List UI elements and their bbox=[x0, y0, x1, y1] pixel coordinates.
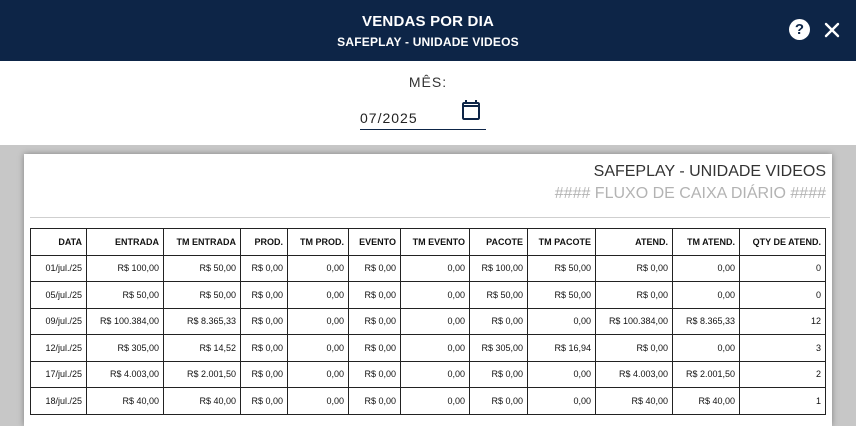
table-cell: R$ 0,00 bbox=[349, 388, 401, 415]
report-title: #### FLUXO DE CAIXA DIÁRIO #### bbox=[554, 185, 826, 202]
table-cell: 12 bbox=[740, 308, 826, 335]
table-cell: R$ 50,00 bbox=[528, 255, 596, 282]
table-cell: R$ 4.003,00 bbox=[87, 361, 164, 388]
table-cell: R$ 16,94 bbox=[528, 335, 596, 362]
table-cell: 0,00 bbox=[288, 361, 349, 388]
table-row bbox=[31, 308, 826, 335]
table-cell: 0,00 bbox=[288, 308, 349, 335]
table-cell: 0 bbox=[740, 255, 826, 282]
table-cell: 0,00 bbox=[528, 361, 596, 388]
table-cell: 0,00 bbox=[288, 282, 349, 309]
table-cell: R$ 40,00 bbox=[596, 388, 673, 415]
table-cell: 0,00 bbox=[673, 282, 740, 309]
table-header-row bbox=[31, 229, 826, 256]
table-row bbox=[31, 335, 826, 362]
table-cell: 0,00 bbox=[673, 255, 740, 282]
table-cell: R$ 40,00 bbox=[673, 388, 740, 415]
table-cell: R$ 0,00 bbox=[241, 388, 288, 415]
table-row bbox=[31, 388, 826, 415]
close-icon[interactable] bbox=[822, 20, 842, 40]
dialog-title: VENDAS POR DIA bbox=[362, 13, 494, 30]
table-cell: R$ 50,00 bbox=[528, 282, 596, 309]
table-cell: R$ 305,00 bbox=[470, 335, 528, 362]
column-header: TM PROD. bbox=[288, 229, 349, 256]
table-cell: R$ 0,00 bbox=[241, 308, 288, 335]
table-cell: 0 bbox=[740, 282, 826, 309]
table-cell: 0,00 bbox=[401, 361, 470, 388]
table-cell: R$ 0,00 bbox=[349, 308, 401, 335]
table-cell: R$ 0,00 bbox=[596, 255, 673, 282]
table-cell: 17/jul./25 bbox=[31, 361, 87, 388]
table-cell: 1 bbox=[740, 388, 826, 415]
table-cell: R$ 305,00 bbox=[87, 335, 164, 362]
table-cell: R$ 100.384,00 bbox=[596, 308, 673, 335]
table-cell: R$ 2.001,50 bbox=[673, 361, 740, 388]
column-header: PROD. bbox=[241, 229, 288, 256]
report-page bbox=[24, 154, 832, 426]
month-label: MÊS: bbox=[408, 74, 448, 90]
month-value[interactable]: 07/2025 bbox=[360, 110, 418, 126]
table-cell: R$ 0,00 bbox=[241, 361, 288, 388]
table-cell: R$ 0,00 bbox=[241, 255, 288, 282]
table-cell: R$ 0,00 bbox=[241, 282, 288, 309]
table-cell: 0,00 bbox=[673, 335, 740, 362]
table-cell: R$ 0,00 bbox=[596, 282, 673, 309]
table-cell: R$ 0,00 bbox=[596, 335, 673, 362]
dialog-header bbox=[0, 0, 856, 61]
table-cell: 0,00 bbox=[288, 255, 349, 282]
table-cell: R$ 0,00 bbox=[241, 335, 288, 362]
report-viewer[interactable] bbox=[0, 145, 856, 426]
table-cell: R$ 0,00 bbox=[349, 361, 401, 388]
table-cell: R$ 0,00 bbox=[470, 361, 528, 388]
table-cell: 01/jul./25 bbox=[31, 255, 87, 282]
table-cell: R$ 0,00 bbox=[470, 388, 528, 415]
table-cell: 09/jul./25 bbox=[31, 308, 87, 335]
table-cell: R$ 0,00 bbox=[349, 255, 401, 282]
table-cell: 0,00 bbox=[288, 335, 349, 362]
column-header: TM ATEND. bbox=[673, 229, 740, 256]
table-row bbox=[31, 255, 826, 282]
column-header: PACOTE bbox=[470, 229, 528, 256]
table-cell: 0,00 bbox=[528, 308, 596, 335]
table-cell: 18/jul./25 bbox=[31, 388, 87, 415]
report-divider bbox=[30, 217, 830, 218]
table-cell: R$ 50,00 bbox=[87, 282, 164, 309]
table-cell: 3 bbox=[740, 335, 826, 362]
table-cell: R$ 100,00 bbox=[470, 255, 528, 282]
table-row bbox=[31, 282, 826, 309]
table-cell: R$ 8.365,33 bbox=[164, 308, 241, 335]
column-header: DATA bbox=[31, 229, 87, 256]
table-cell: 0,00 bbox=[401, 335, 470, 362]
table-cell: R$ 0,00 bbox=[349, 282, 401, 309]
table-cell: 12/jul./25 bbox=[31, 335, 87, 362]
table-cell: 0,00 bbox=[401, 388, 470, 415]
calendar-icon[interactable] bbox=[459, 98, 483, 122]
table-cell: R$ 2.001,50 bbox=[164, 361, 241, 388]
table-cell: R$ 14,52 bbox=[164, 335, 241, 362]
table-cell: R$ 50,00 bbox=[164, 255, 241, 282]
report-table bbox=[30, 228, 826, 415]
table-cell: R$ 100,00 bbox=[87, 255, 164, 282]
column-header: TM ENTRADA bbox=[164, 229, 241, 256]
month-filter-section bbox=[0, 61, 856, 145]
column-header: QTY DE ATEND. bbox=[740, 229, 826, 256]
report-company: SAFEPLAY - UNIDADE VIDEOS bbox=[593, 163, 826, 180]
column-header: ENTRADA bbox=[87, 229, 164, 256]
table-cell: 0,00 bbox=[401, 255, 470, 282]
table-row bbox=[31, 361, 826, 388]
column-header: TM EVENTO bbox=[401, 229, 470, 256]
table-cell: 0,00 bbox=[288, 388, 349, 415]
column-header: ATEND. bbox=[596, 229, 673, 256]
table-cell: R$ 50,00 bbox=[164, 282, 241, 309]
dialog-subtitle: SAFEPLAY - UNIDADE VIDEOS bbox=[337, 35, 519, 49]
month-input[interactable] bbox=[360, 98, 486, 130]
table-cell: R$ 100.384,00 bbox=[87, 308, 164, 335]
table-cell: R$ 50,00 bbox=[470, 282, 528, 309]
table-cell: R$ 40,00 bbox=[87, 388, 164, 415]
table-cell: 05/jul./25 bbox=[31, 282, 87, 309]
column-header: TM PACOTE bbox=[528, 229, 596, 256]
table-cell: 2 bbox=[740, 361, 826, 388]
table-cell: R$ 0,00 bbox=[349, 335, 401, 362]
help-icon[interactable]: ? bbox=[789, 19, 810, 40]
column-header: EVENTO bbox=[349, 229, 401, 256]
table-cell: 0,00 bbox=[401, 308, 470, 335]
table-cell: R$ 8.365,33 bbox=[673, 308, 740, 335]
table-cell: R$ 40,00 bbox=[164, 388, 241, 415]
table-cell: R$ 0,00 bbox=[470, 308, 528, 335]
table-cell: 0,00 bbox=[401, 282, 470, 309]
table-cell: 0,00 bbox=[528, 388, 596, 415]
table-cell: R$ 4.003,00 bbox=[596, 361, 673, 388]
